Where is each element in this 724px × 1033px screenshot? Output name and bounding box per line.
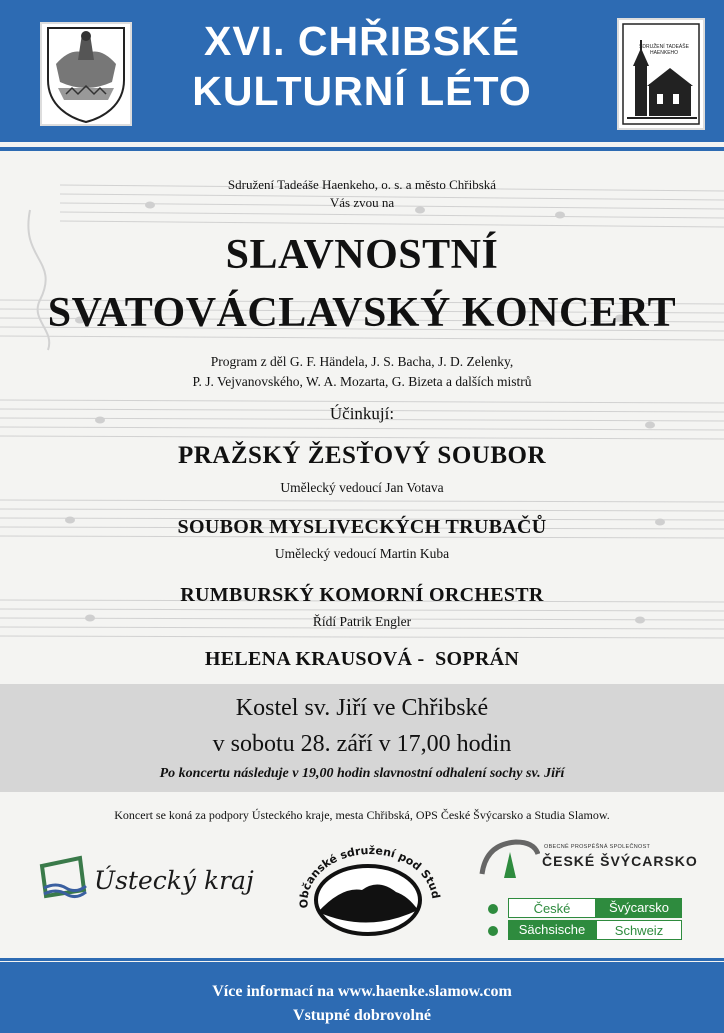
ceske-svycarsko-icon xyxy=(476,834,540,884)
ensemble-leader: Řídí Patrik Engler xyxy=(312,614,412,629)
obcanske-sdruzeni-logo xyxy=(292,838,444,946)
venue-place: Kostel sv. Jiří ve Chřibské xyxy=(235,695,489,721)
concert-title-line2: SVATOVÁCLAVSKÝ KONCERT xyxy=(47,290,677,336)
soloist: HELENA KRAUSOVÁ - SOPRÁN xyxy=(204,648,520,670)
cs-org-name: ČESKÉ ŠVÝCARSKO xyxy=(542,853,698,869)
association-logo-text: SDRUŽENÍ TADEÁŠE HAENKEHO xyxy=(639,44,689,56)
intro-line1: Sdružení Tadeáše Haenkeho, o. s. a město Chřibská xyxy=(227,177,497,192)
ustecky-kraj-icon xyxy=(36,852,92,902)
footer-entry: Vstupné dobrovolné xyxy=(293,1007,431,1024)
performers-heading: Účinkují: xyxy=(329,404,395,423)
oval-logo-text: Občanské sdružení pod Stud xyxy=(297,844,443,909)
intro-line2: Vás zvou na xyxy=(329,195,395,210)
header-divider xyxy=(0,147,724,151)
after-concert-note: Po koncertu následuje v 19,00 hodin slavnostní odhalení sochy sv. Jiří xyxy=(159,766,565,781)
program-line1: Program z děl G. F. Händela, J. S. Bacha, J. D. Zelenky, xyxy=(210,354,514,369)
ensemble-leader: Umělecký vedoucí Martin Kuba xyxy=(274,546,450,561)
ensemble-name: PRAŽSKÝ ŽESŤOVÝ SOUBOR xyxy=(177,442,547,469)
cs-cell: Sächsische xyxy=(508,920,596,940)
association-logo xyxy=(617,18,705,130)
ensemble-name: SOUBOR MYSLIVECKÝCH TRUBAČŮ xyxy=(177,516,547,538)
cs-org-type: OBECNĚ PROSPĚŠNÁ SPOLEČNOST xyxy=(544,844,651,850)
green-dot-icon xyxy=(488,926,498,936)
ensemble-leader: Umělecký vedoucí Jan Votava xyxy=(280,480,444,495)
cs-cell: Švýcarsko xyxy=(596,898,682,918)
footer-info: Více informací na www.haenke.slamow.com xyxy=(212,983,512,1000)
festival-title-line2: KULTURNÍ LÉTO xyxy=(192,68,532,114)
footer-divider xyxy=(0,958,724,961)
festival-title-line1: XVI. CHŘIBSKÉ xyxy=(204,18,520,64)
header-banner xyxy=(0,0,724,147)
cs-cell: České xyxy=(508,898,596,918)
venue-datetime: v sobotu 28. září v 17,00 hodin xyxy=(212,731,512,757)
support-note: Koncert se koná za podpory Ústeckého kraje, mesta Chřibská, OPS České Švýcarsko a Studia Slamow. xyxy=(114,808,610,822)
program-line2: P. J. Vejvanovského, W. A. Mozarta, G. Bizeta a dalších mistrů xyxy=(192,374,532,389)
ceske-svycarsko-logo xyxy=(476,834,696,946)
town-crest-logo xyxy=(40,22,132,126)
cs-name-grid xyxy=(508,898,682,942)
ensemble-name: RUMBURSKÝ KOMORNÍ ORCHESTR xyxy=(180,584,544,606)
cs-cell: Schweiz xyxy=(596,920,682,940)
festival-title xyxy=(140,16,584,116)
concert-title-line1: SLAVNOSTNÍ xyxy=(225,232,499,278)
ustecky-kraj-text: Ústecký kraj xyxy=(94,866,254,895)
green-dot-icon xyxy=(488,904,498,914)
ustecky-kraj-logo xyxy=(36,852,254,912)
